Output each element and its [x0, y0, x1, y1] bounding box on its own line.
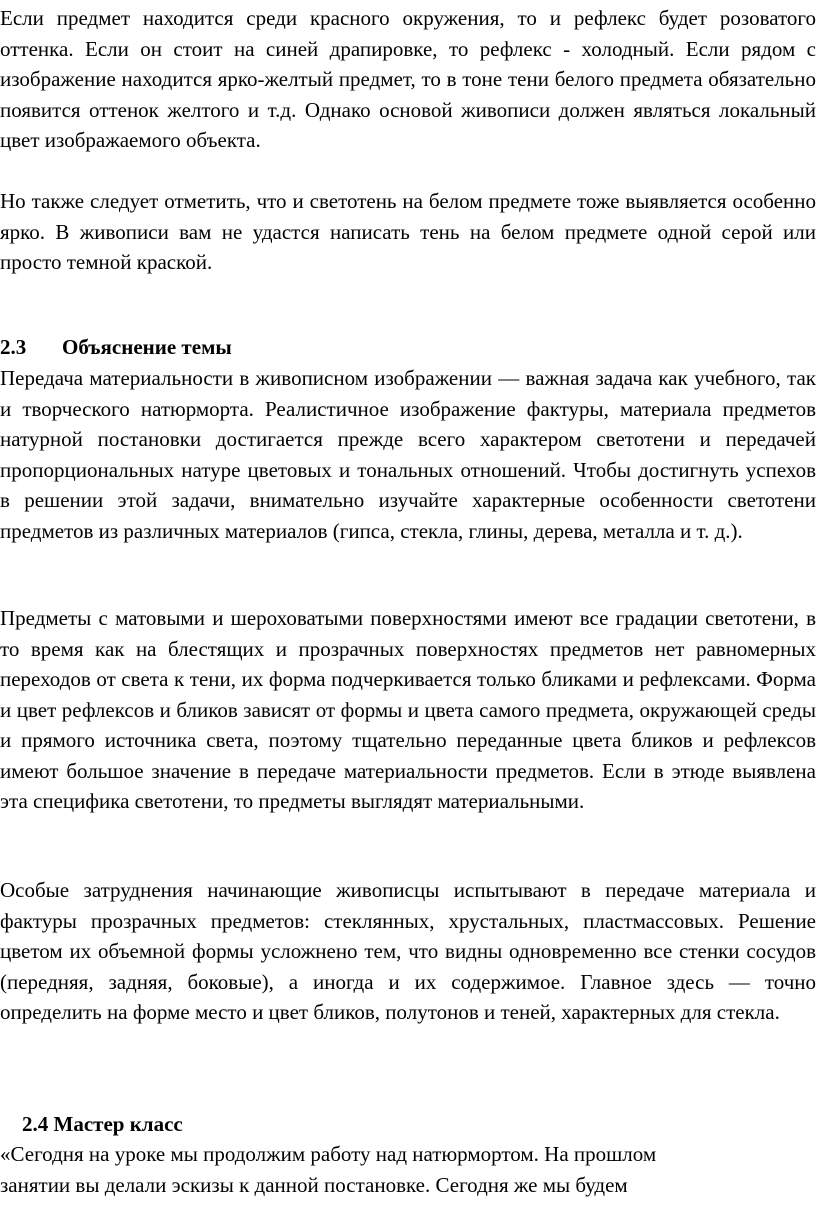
paragraph-white-object-shadow: Но также следует отметить, что и светотень на белом предмете тоже выявляется особенно ярко. В живописи вам не удастся написать тень на белом предмете одной серой или просто темной краской.: [0, 189, 816, 274]
paragraph-reflex-color: Если предмет находится среди красного окружения, то и рефлекс будет розоватого оттенка. Если он стоит на синей драпировке, то рефлекс - холодный. Если рядом с изображение находится ярко-желтый предмет, то в тоне тени белого предмета обязательно появится оттенок желтого и т.д. Однако основой живописи должен являться локальный цвет изображаемого объекта.: [0, 6, 816, 152]
section-heading-2-3: [0, 332, 232, 363]
paragraph-transparent-objects: Особые затруднения начинающие живописцы испытывают в передаче материала и фактуры прозрачных предметов: стеклянных, хрустальных, пластмассовых. Решение цветом их объемной формы усложнено тем, что видны одновременно все стенки сосудов (передняя, задняя, боковые), а иногда и их содержимое. Главное здесь — точно определить на форме место и цвет бликов, полутонов и теней, характерных для стекла.: [0, 878, 816, 1024]
master-class-line-1: «Сегодня на уроке мы продолжим работу над натюрмортом. На прошлом: [0, 1142, 657, 1166]
section-title: Объяснение темы: [62, 335, 232, 359]
paragraph-materiality: Передача материальности в живописном изображении — важная задача как учебного, так и творческого натюрморта. Реалистичное изображение фактуры, материала предметов натурной постановки достигается прежде всего характером светотени и передачей пропорциональных натуре цветовых и тональных отношений. Чтобы достигнуть успехов в решении этой задачи, внимательно изучайте характерные особенности светотени предметов из различных материалов (гипса, стекла, глины, дерева, металла и т. д.).: [0, 366, 816, 543]
master-class-line-2: занятии вы делали эскизы к данной постановке. Сегодня же мы будем: [0, 1173, 628, 1197]
paragraph-surfaces: Предметы с матовыми и шероховатыми поверхностями имеют все градации светотени, в то время как на блестящих и прозрачных поверхностях предметов нет равномерных переходов от света к тени, их форма подчеркивается только бликами и рефлексами. Форма и цвет рефлексов и бликов зависят от формы и цвета самого предмета, окружающей среды и прямого источника света, поэтому тщательно переданные цвета бликов и рефлексов имеют большое значение в передаче материальности предметов. Если в этюде выявлена эта специфика светотени, то предметы выглядят материальными.: [0, 606, 816, 813]
section-number: 2.3: [0, 335, 27, 359]
section-heading-2-4: 2.4 Мастер класс: [22, 1112, 183, 1136]
